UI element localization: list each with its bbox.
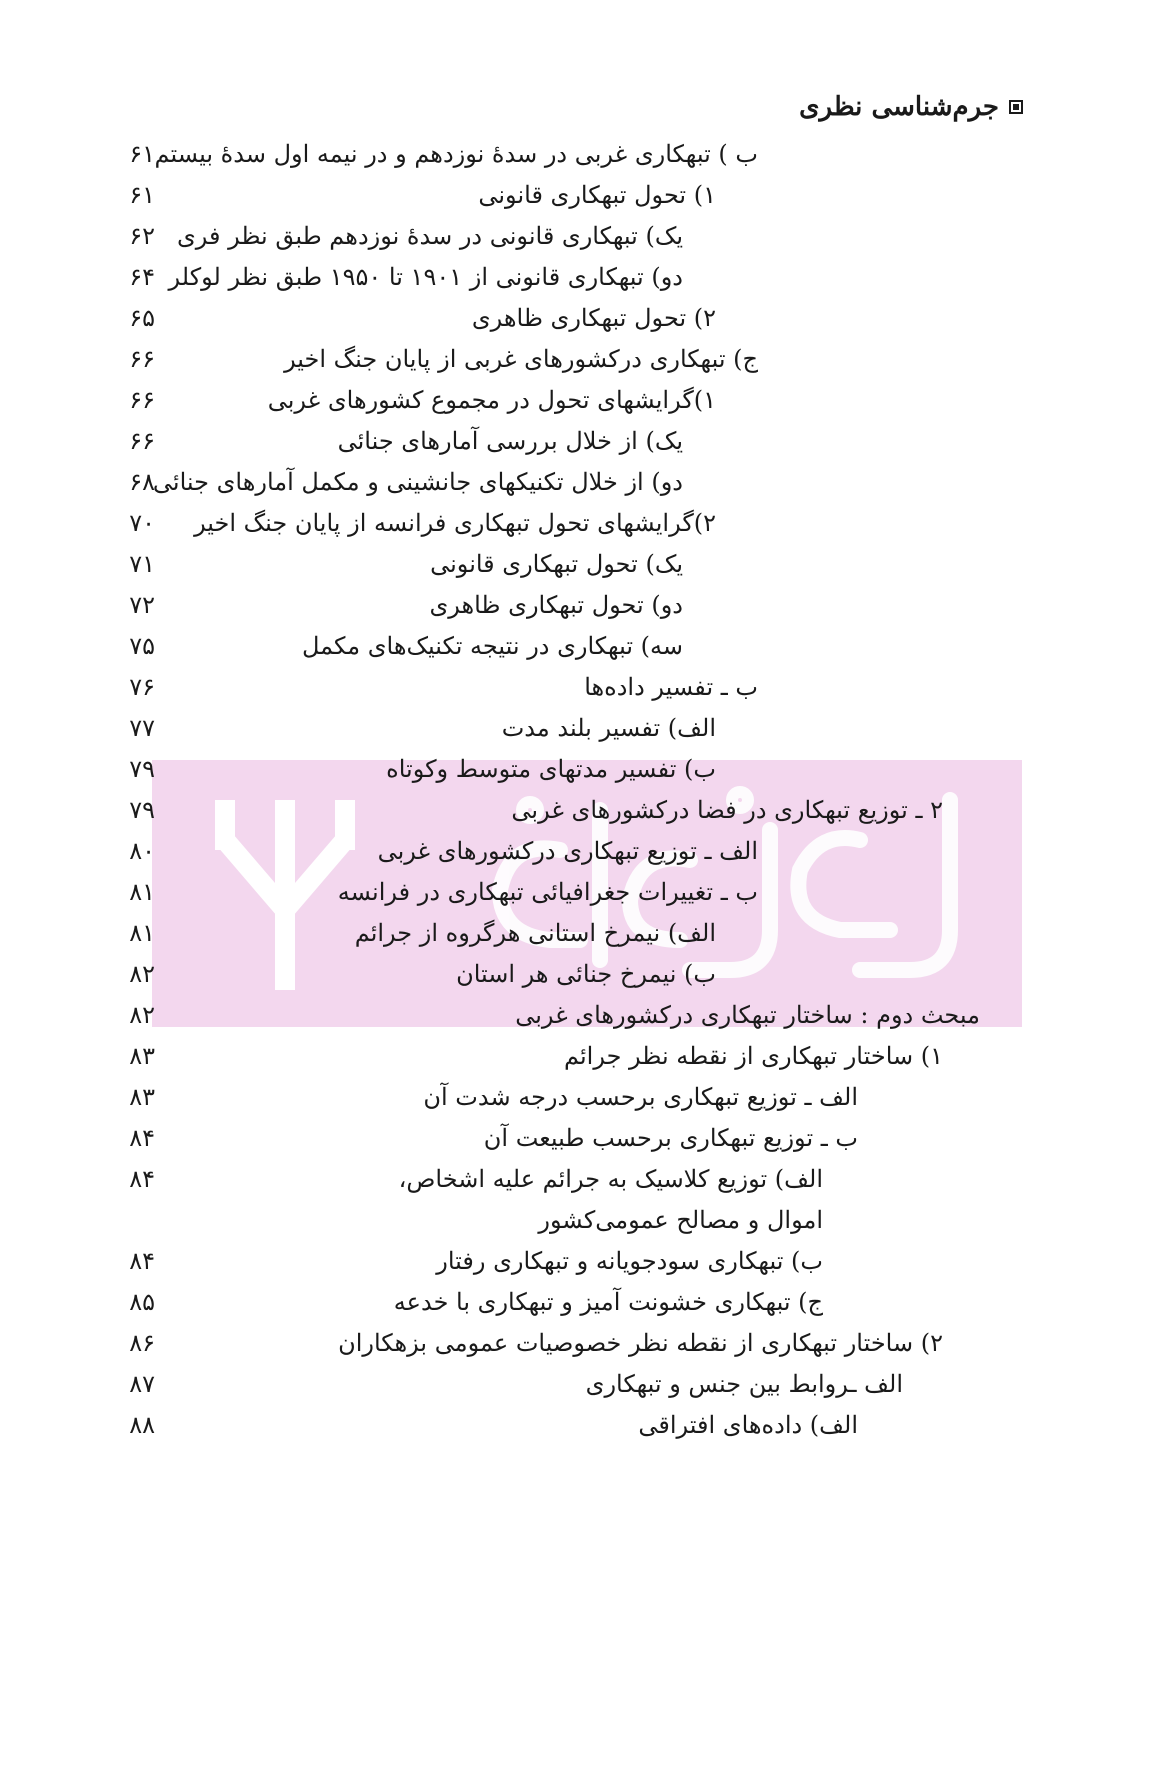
toc-entry: یک) از خلال بررسی آمارهای جنائی	[337, 427, 683, 455]
toc-page-number: ۷۰	[129, 509, 155, 537]
toc-entry: ۲) تحول تبهکاری ظاهری	[471, 304, 716, 332]
toc-row	[0, 1238, 1163, 1284]
toc-entry: ۱)گرایشهای تحول در مجموع کشورهای غربی	[267, 386, 716, 414]
toc-entry: سه) تبهکاری در نتیجه تکنیک‌های مکمل	[301, 632, 683, 660]
toc-entry: الف) توزیع کلاسیک به جرائم علیه اشخاص،	[398, 1165, 823, 1193]
toc-page-number: ۸۱	[129, 919, 155, 947]
toc-page-number: ۸۸	[129, 1411, 155, 1439]
page-header	[799, 92, 1023, 122]
toc-page-number: ۷۲	[129, 591, 155, 619]
toc-page-number: ۸۲	[129, 960, 155, 988]
toc-entry: یک) تبهکاری قانونی در سدهٔ نوزدهم طبق نظر فری	[176, 222, 683, 250]
toc-row	[0, 1361, 1163, 1407]
toc-row	[0, 1197, 1163, 1243]
toc-entry: اموال و مصالح عمومی‌کشور	[538, 1206, 823, 1234]
toc-row	[0, 1320, 1163, 1366]
toc-page-number: ۶۵	[129, 304, 155, 332]
toc-row	[0, 418, 1163, 464]
toc-entry: ب ـ توزیع تبهکاری برحسب طبیعت آن	[483, 1124, 858, 1152]
toc-entry: ۲)گرایشهای تحول تبهکاری فرانسه از پایان جنگ اخیر	[194, 509, 716, 537]
toc-page-number: ۸۴	[129, 1247, 155, 1275]
toc-page-number: ۸۷	[129, 1370, 155, 1398]
toc-row	[0, 910, 1163, 956]
toc-entry: ۱) ساختار تبهکاری از نقطه نظر جرائم	[564, 1042, 943, 1070]
toc-row	[0, 828, 1163, 874]
toc-page-number: ۷۶	[129, 673, 155, 701]
toc-page-number: ۸۵	[129, 1288, 155, 1316]
toc-page-number: ۷۱	[129, 550, 155, 578]
toc-row	[0, 1279, 1163, 1325]
toc-page-number: ۶۱	[129, 140, 155, 168]
toc-page-number: ۸۳	[129, 1042, 155, 1070]
toc-entry: یک) تحول تبهکاری قانونی	[430, 550, 683, 578]
toc-row	[0, 295, 1163, 341]
toc-entry: ب) تفسیر مدتهای متوسط وکوتاه	[386, 755, 716, 783]
toc-page-number: ۶۶	[129, 427, 155, 455]
toc-entry: الف ـروابط بین جنس و تبهکاری	[585, 1370, 903, 1398]
toc-row	[0, 500, 1163, 546]
toc-entry: ۲ ـ توزیع تبهکاری در فضا درکشورهای غربی	[511, 796, 943, 824]
toc-row	[0, 951, 1163, 997]
toc-row	[0, 582, 1163, 628]
toc-row	[0, 131, 1163, 177]
toc-entry: ج) تبهکاری درکشورهای غربی از پایان جنگ اخیر	[284, 345, 758, 373]
toc-page-number: ۸۳	[129, 1083, 155, 1111]
toc-page-number: ۶۶	[129, 386, 155, 414]
toc-page-number: ۶۲	[129, 222, 155, 250]
square-bullet-icon	[1009, 100, 1023, 114]
toc-entry: دو) تحول تبهکاری ظاهری	[429, 591, 683, 619]
toc-row	[0, 869, 1163, 915]
toc-row	[0, 746, 1163, 792]
toc-entry: الف ـ توزیع تبهکاری برحسب درجه شدت آن	[423, 1083, 858, 1111]
toc-entry: مبحث دوم : ساختار تبهکاری درکشورهای غربی	[515, 1001, 980, 1029]
toc-row	[0, 213, 1163, 259]
toc-row	[0, 1074, 1163, 1120]
toc-row	[0, 172, 1163, 218]
toc-entry: ب ـ تفسیر داده‌ها	[584, 673, 758, 701]
toc-row	[0, 1156, 1163, 1202]
toc-row	[0, 705, 1163, 751]
toc-page-number: ۷۹	[129, 755, 155, 783]
toc-row	[0, 787, 1163, 833]
toc-page-number: ۸۴	[129, 1124, 155, 1152]
toc-row	[0, 1033, 1163, 1079]
toc-entry: الف) داده‌های افتراقی	[638, 1411, 858, 1439]
toc-entry: دو) از خلال تکنیکهای جانشینی و مکمل آمارهای جنائی	[152, 468, 683, 496]
toc-entry: ۲) ساختار تبهکاری از نقطه نظر خصوصیات عمومی بزهکاران	[338, 1329, 943, 1357]
toc-page-number: ۸۲	[129, 1001, 155, 1029]
toc-entry: ۱) تحول تبهکاری قانونی	[478, 181, 716, 209]
toc-page-number: ۶۶	[129, 345, 155, 373]
toc-row	[0, 623, 1163, 669]
toc-page-number: ۸۶	[129, 1329, 155, 1357]
toc-page-number: ۶۴	[129, 263, 155, 291]
toc-row	[0, 459, 1163, 505]
running-title: جرم‌شناسی نظری	[799, 92, 999, 122]
toc-row	[0, 254, 1163, 300]
toc-entry: ب) تبهکاری سودجویانه و تبهکاری رفتار	[436, 1247, 823, 1275]
toc-page-number: ۶۸	[129, 468, 155, 496]
toc-entry: الف) نیمرخ استانی هرگروه از جرائم	[354, 919, 716, 947]
toc-row	[0, 541, 1163, 587]
toc-page-number: ۸۱	[129, 878, 155, 906]
toc-page-number: ۸۴	[129, 1165, 155, 1193]
toc-row	[0, 377, 1163, 423]
toc-row	[0, 1115, 1163, 1161]
toc-entry: الف) تفسیر بلند مدت	[501, 714, 716, 742]
toc-entry: ج) تبهکاری خشونت آمیز و تبهکاری با خدعه	[393, 1288, 823, 1316]
toc-page-number: ۷۷	[129, 714, 155, 742]
toc-page-number: ۸۰	[129, 837, 155, 865]
toc-entry: دو) تبهکاری قانونی از ۱۹۰۱ تا ۱۹۵۰ طبق نظر لوکلر	[168, 263, 683, 291]
toc-row	[0, 336, 1163, 382]
toc-page-number: ۷۵	[129, 632, 155, 660]
toc-entry: ب ـ تغییرات جغرافیائی تبهکاری در فرانسه	[337, 878, 758, 906]
toc-page-number: ۷۹	[129, 796, 155, 824]
toc-entry: ب) نیمرخ جنائی هر استان	[456, 960, 716, 988]
toc-row	[0, 1402, 1163, 1448]
toc-entry: ب ) تبهکاری غربی در سدهٔ نوزدهم و در نیمه اول سدهٔ بیستم	[154, 140, 758, 168]
toc-row	[0, 664, 1163, 710]
toc-page-number: ۶۱	[129, 181, 155, 209]
toc-row	[0, 992, 1163, 1038]
toc-entry: الف ـ توزیع تبهکاری درکشورهای غربی	[377, 837, 758, 865]
